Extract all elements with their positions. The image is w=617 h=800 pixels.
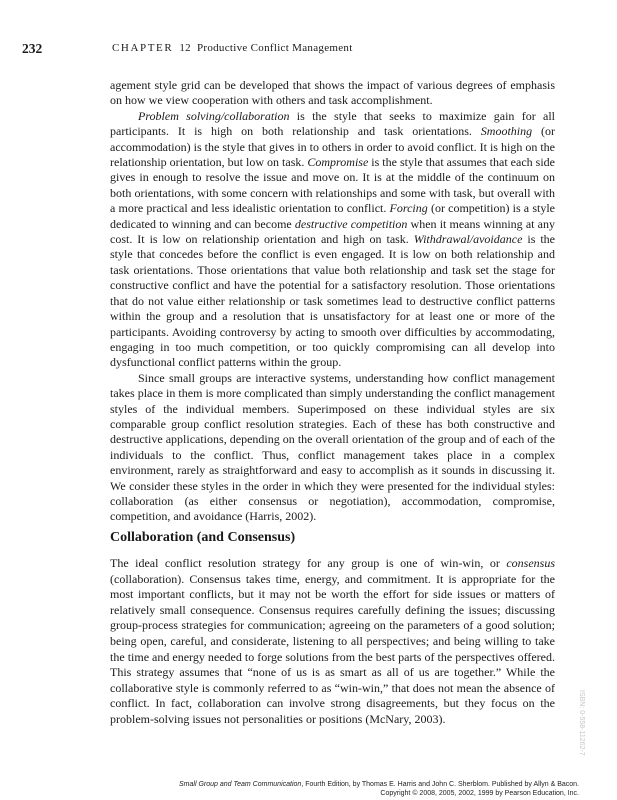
- section-body: [110, 556, 555, 728]
- text-run: (or competition) is a style dedicated to winning and can become: [110, 201, 555, 231]
- term-smoothing: Smoothing: [480, 124, 533, 139]
- paragraph-continued: [110, 78, 555, 109]
- term-withdrawal: Withdrawal/avoidance: [413, 232, 523, 247]
- text-run: agement style grid can be developed that shows the impact of various degrees of emphasis on how we view cooperation with others and task accomplishment.: [110, 78, 555, 108]
- term-problem-solving: Problem solving/collaboration: [138, 108, 290, 123]
- chapter-heading: [112, 42, 353, 54]
- chapter-label: CHAPTER: [112, 42, 174, 54]
- isbn-watermark: ISBN: 0-558-11262-7: [578, 690, 585, 756]
- term-forcing: Forcing: [389, 201, 428, 216]
- text-run: (or accommodation) is the style that gives in to others in order to avoid conflict. It is high on the relationship orientation, but low on task.: [110, 124, 555, 170]
- paragraph-consensus: [110, 556, 555, 728]
- text-run: is the style that concedes before the conflict is even engaged. It is low on both relationship and task orientations. Those orientations that value both relationship and task set the stage for constructive conflict and have the potential for a satisfactory resolution. Those orientations that do not value either relationship or task sometimes lead to destructive conflict patterns within the group and a resolution that is unsatisfactory for at least one or more of the participants. Avoiding controversy by acting to smooth over difficulties by accommodating, engaging in too much competition, or too quickly compromising can all develop into dysfunctional conflict patterns within the group.: [110, 232, 555, 370]
- text-run: is the style that assumes that each side gives in enough to resolve the issue and move on. It is at the middle of the continuum on both orientations, with some concern with relationships and some with task, but overall with a more practical and less idealistic orientation to conflict.: [110, 155, 556, 216]
- term-destructive-competition: destructive competition: [294, 216, 408, 231]
- body-text: [110, 78, 555, 525]
- footer-line-2: Copyright © 2008, 2005, 2002, 1999 by Pearson Education, Inc.: [380, 789, 579, 797]
- text-run: The ideal conflict resolution strategy for any group is one of win-win, or: [110, 556, 507, 570]
- section-heading: Collaboration (and Consensus): [110, 530, 296, 545]
- chapter-title: Productive Conflict Management: [196, 42, 353, 54]
- running-header: [22, 41, 577, 59]
- chapter-number: 12: [179, 42, 191, 54]
- term-consensus: consensus: [506, 556, 555, 570]
- footer-publication: , Fourth Edition, by Thomas E. Harris and John C. Sherblom. Published by Allyn & Bacon.: [301, 781, 579, 788]
- page-number: 232: [22, 41, 43, 56]
- text-run: (collaboration). Consensus takes time, energy, and commitment. It is appropriate for the most important conflicts, but it may not be worth the effort for side issues or matters of relatively small consequence. Consensus requires carefully defining the issues; discussing group-process strategies for communication; agreeing on the parameters of a good solution; being open, careful, and considerate, listening to all perspectives; and being willing to take the time and energy needed to forge solutions from the best parts of the perspectives offered. This strategy assumes that “none of us is as smart as all of us are together.” While the collaborative style is commonly referred to as “win-win,” that does not mean the absence of conflict. In fact, collaboration can involve strong disagreements, but they focus on the problem-solving issues not personalities or positions (McNary, 2003).: [110, 571, 555, 726]
- footer-book-title: Small Group and Team Communication: [179, 781, 302, 788]
- text-run: Since small groups are interactive systems, understanding how conflict management takes place in them is more complicated than simply understanding the conflict management styles of the individual members. Superimposed on these individual styles are six comparable group conflict resolution strategies. Each of these has both constructive and destructive applications, depending on the overall orientation of the group and of each of the individuals to the conflict. Thus, conflict management takes place in a complex environment, rarely as straightforward and easy to accomplish as it sounds in discussing it. We consider these styles in the order in which they were presented for the individual styles: collaboration (as either consensus or negotiation), accommodation, compromise, competition, and avoidance (Harris, 2002).: [110, 370, 555, 524]
- text-run: when it means winning at any cost. It is low on relationship orientation and high on task.: [110, 216, 555, 247]
- paragraph-group-strategies: [110, 371, 555, 525]
- copyright-footer: [179, 781, 579, 798]
- footer-line-1: [179, 781, 579, 790]
- paragraph-conflict-styles: [110, 109, 555, 371]
- text-run: is the style that seeks to maximize gain for all participants. It is high on both relationship and task orientations.: [110, 108, 555, 139]
- term-compromise: Compromise: [307, 155, 369, 170]
